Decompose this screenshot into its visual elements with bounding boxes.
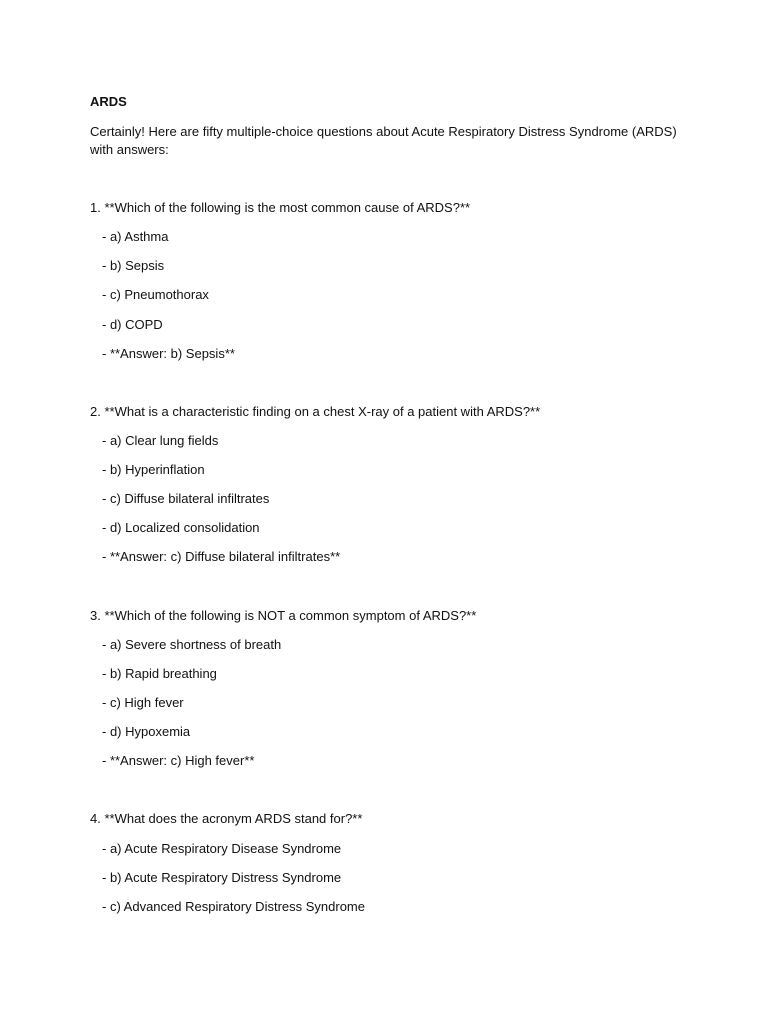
- question-1-answer: - **Answer: b) Sepsis**: [102, 346, 235, 361]
- question-1-option-d: - d) COPD: [102, 317, 163, 332]
- question-4-option-a: - a) Acute Respiratory Disease Syndrome: [102, 841, 342, 856]
- question-2: 2. **What is a characteristic finding on a chest X-ray of a patient with ARDS?**: [90, 404, 541, 419]
- question-1-option-a: - a) Asthma: [102, 229, 169, 244]
- question-2-option-a: - a) Clear lung fields: [102, 433, 219, 448]
- question-4-option-b: - b) Acute Respiratory Distress Syndrome: [102, 870, 342, 885]
- question-1-option-c: - c) Pneumothorax: [102, 287, 209, 302]
- question-2-option-b: - b) Hyperinflation: [102, 462, 205, 477]
- question-3: 3. **Which of the following is NOT a common symptom of ARDS?**: [90, 608, 477, 623]
- question-4-option-c: - c) Advanced Respiratory Distress Syndrome: [102, 899, 365, 914]
- document-title: ARDS: [90, 94, 127, 109]
- question-3-answer: - **Answer: c) High fever**: [102, 753, 255, 768]
- question-1-option-b: - b) Sepsis: [102, 258, 165, 273]
- question-2-option-c: - c) Diffuse bilateral infiltrates: [102, 491, 270, 506]
- intro-paragraph: Certainly! Here are fifty multiple-choice questions about Acute Respiratory Distress Syndrome (ARDS) with answers:: [90, 124, 677, 157]
- question-3-option-a: - a) Severe shortness of breath: [102, 637, 282, 652]
- question-3-option-b: - b) Rapid breathing: [102, 666, 217, 681]
- question-4: 4. **What does the acronym ARDS stand for?**: [90, 811, 363, 826]
- question-2-option-d: - d) Localized consolidation: [102, 520, 260, 535]
- question-3-option-c: - c) High fever: [102, 695, 184, 710]
- question-2-answer: - **Answer: c) Diffuse bilateral infiltrates**: [102, 549, 341, 564]
- question-1: 1. **Which of the following is the most common cause of ARDS?**: [90, 200, 471, 215]
- question-3-option-d: - d) Hypoxemia: [102, 724, 191, 739]
